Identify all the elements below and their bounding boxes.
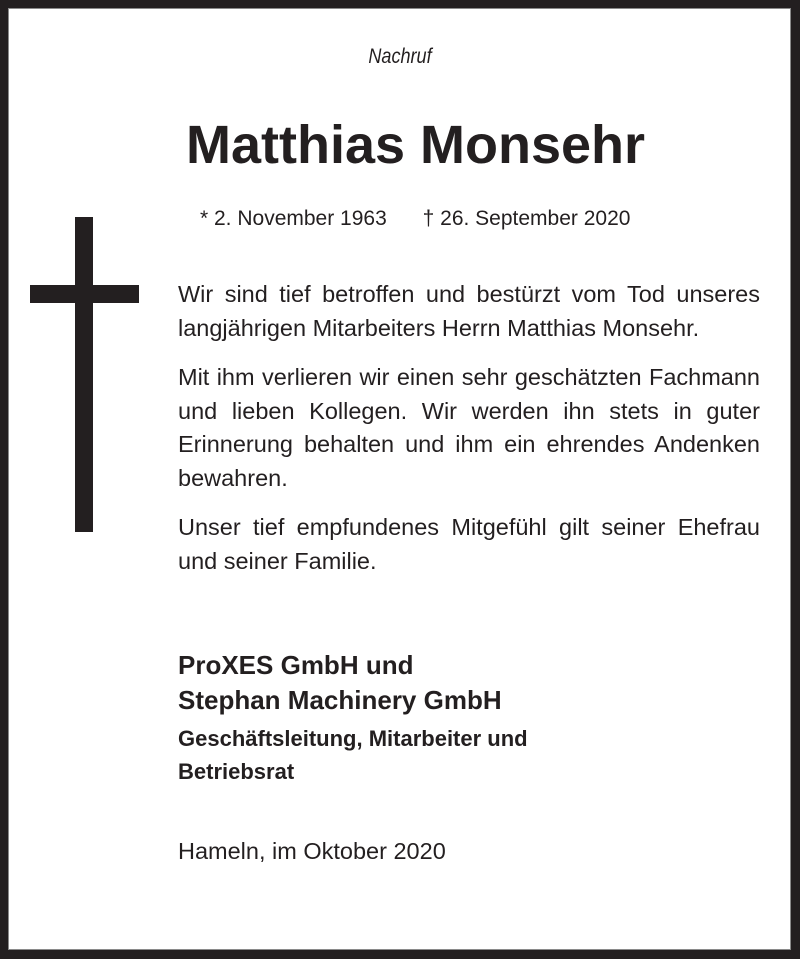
birth-date: * 2. November 1963 (200, 207, 387, 230)
company-line: ProXES GmbH und (178, 650, 414, 680)
body-paragraph: Mit ihm verlieren wir einen sehr geschätzten Fachmann und lieben Kollegen. Wir werden ihn stets in guter Erinnerung behalten und ihm ein ehrendes Andenken bewahren. (178, 364, 760, 491)
company-line: Stephan Machinery GmbH (178, 685, 502, 715)
notice-body (178, 278, 760, 594)
staff-line (178, 722, 760, 788)
body-paragraph: Unser tief empfundenes Mitgefühl gilt seiner Ehefrau und seiner Familie. (178, 514, 760, 574)
body-paragraph: Wir sind tief betroffen und bestürzt vom Tod unseres langjährigen Mitarbeiters Herrn Matthias Monsehr. (178, 281, 760, 341)
notice-kicker: Nachruf (368, 45, 432, 68)
cross-vertical-bar (75, 217, 93, 532)
cross-horizontal-bar (30, 285, 139, 303)
death-date: † 26. September 2020 (422, 207, 631, 230)
life-dates (200, 205, 720, 233)
staff-line-text: Geschäftsleitung, Mitarbeiter und (178, 726, 528, 751)
signers-block (178, 648, 760, 788)
deceased-name: Matthias Monsehr (186, 115, 646, 175)
place-and-date: Hameln, im Oktober 2020 (178, 838, 446, 864)
staff-line-text: Betriebsrat (178, 759, 295, 784)
